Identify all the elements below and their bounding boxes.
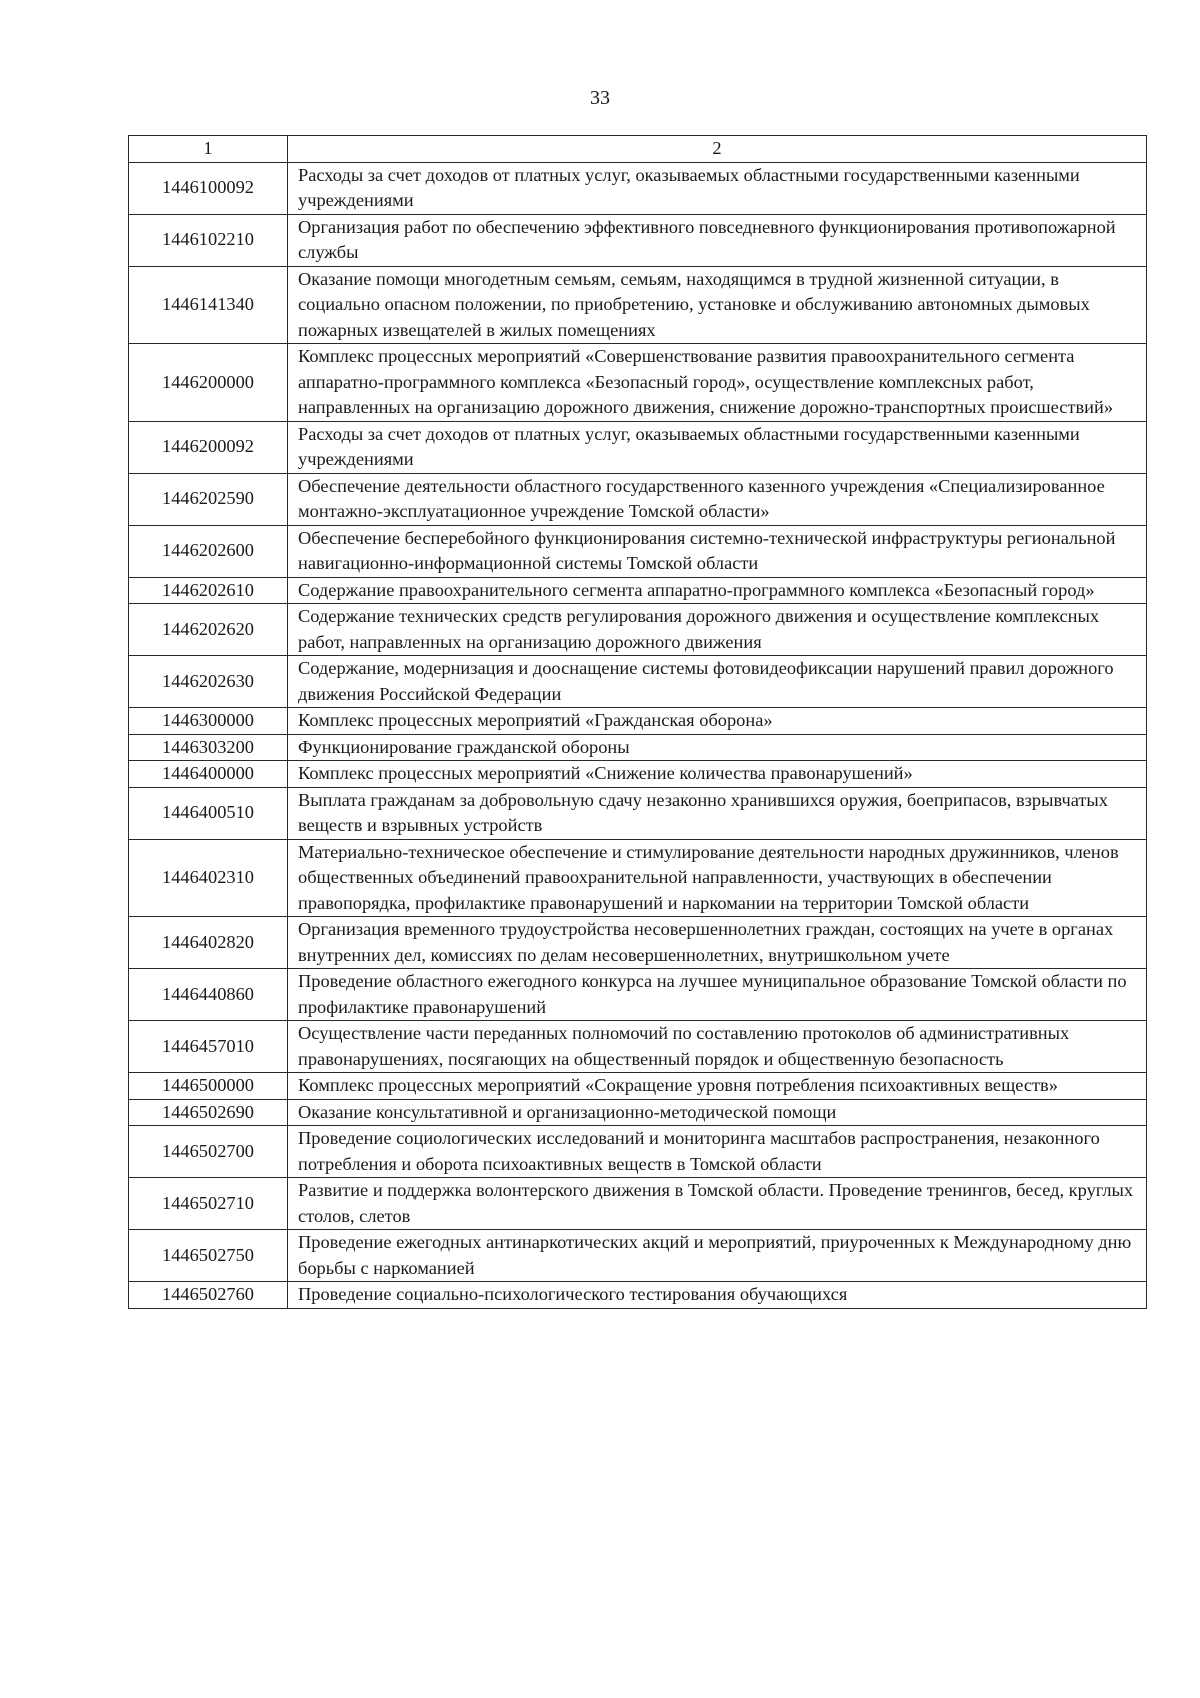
table-row	[129, 656, 1147, 708]
description-cell: Комплекс процессных мероприятий «Сокращение уровня потребления психоактивных веществ»	[288, 1073, 1147, 1100]
description-cell: Расходы за счет доходов от платных услуг, оказываемых областными государственными казенными учреждениями	[288, 162, 1147, 214]
code-cell: 1446500000	[129, 1073, 288, 1100]
code-cell: 1446200092	[129, 421, 288, 473]
description-cell: Содержание, модернизация и дооснащение системы фотовидеофиксации нарушений правил дорожного движения Российской Федерации	[288, 656, 1147, 708]
description-cell: Осуществление части переданных полномочий по составлению протоколов об административных правонарушениях, посягающих на общественный порядок и общественную безопасность	[288, 1021, 1147, 1073]
description-cell: Обеспечение бесперебойного функционирования системно-технической инфраструктуры региональной навигационно-информационной системы Томской области	[288, 525, 1147, 577]
code-cell: 1446102210	[129, 214, 288, 266]
description-cell: Развитие и поддержка волонтерского движения в Томской области. Проведение тренингов, бесед, круглых столов, слетов	[288, 1178, 1147, 1230]
code-cell: 1446141340	[129, 266, 288, 344]
table-row	[129, 1230, 1147, 1282]
table-row	[129, 1073, 1147, 1100]
table-row	[129, 1282, 1147, 1309]
table-body	[129, 136, 1147, 1309]
description-cell: Содержание технических средств регулирования дорожного движения и осуществление комплексных работ, направленных на организацию дорожного движения	[288, 604, 1147, 656]
table-row	[129, 917, 1147, 969]
budget-codes-table	[128, 135, 1147, 1309]
description-cell: Материально-техническое обеспечение и стимулирование деятельности народных дружинников, членов общественных объединений правоохранительной направленности, участвующих в обеспечении правопорядка, профилактике правонарушений и наркомании на территории Томской области	[288, 839, 1147, 917]
code-cell: 1446502760	[129, 1282, 288, 1309]
table-row	[129, 1178, 1147, 1230]
table-row	[129, 1099, 1147, 1126]
table-row	[129, 162, 1147, 214]
code-cell: 1446457010	[129, 1021, 288, 1073]
table-row	[129, 577, 1147, 604]
description-cell: Выплата гражданам за добровольную сдачу незаконно хранившихся оружия, боеприпасов, взрывчатых веществ и взрывных устройств	[288, 787, 1147, 839]
table-row	[129, 1126, 1147, 1178]
code-cell: 1446100092	[129, 162, 288, 214]
description-cell: Проведение социально-психологического тестирования обучающихся	[288, 1282, 1147, 1309]
table-row	[129, 473, 1147, 525]
code-cell: 1446303200	[129, 734, 288, 761]
description-cell: Расходы за счет доходов от платных услуг, оказываемых областными государственными казенными учреждениями	[288, 421, 1147, 473]
header-cell-description: 2	[288, 136, 1147, 163]
description-cell: Функционирование гражданской обороны	[288, 734, 1147, 761]
code-cell: 1446402310	[129, 839, 288, 917]
description-cell: Оказание помощи многодетным семьям, семьям, находящимся в трудной жизненной ситуации, в социально опасном положении, по приобретению, установке и обслуживанию автономных дымовых пожарных извещателей в жилых помещениях	[288, 266, 1147, 344]
code-cell: 1446502690	[129, 1099, 288, 1126]
code-cell: 1446502750	[129, 1230, 288, 1282]
description-cell: Проведение ежегодных антинаркотических акций и мероприятий, приуроченных к Международному дню борьбы с наркоманией	[288, 1230, 1147, 1282]
code-cell: 1446400510	[129, 787, 288, 839]
table-row	[129, 1021, 1147, 1073]
code-cell: 1446200000	[129, 344, 288, 422]
code-cell: 1446202630	[129, 656, 288, 708]
table-row	[129, 734, 1147, 761]
code-cell: 1446502710	[129, 1178, 288, 1230]
code-cell: 1446202620	[129, 604, 288, 656]
table-row	[129, 421, 1147, 473]
code-cell: 1446202600	[129, 525, 288, 577]
table-row	[129, 344, 1147, 422]
table-row	[129, 761, 1147, 788]
header-cell-code: 1	[129, 136, 288, 163]
description-cell: Комплекс процессных мероприятий «Снижение количества правонарушений»	[288, 761, 1147, 788]
description-cell: Обеспечение деятельности областного государственного казенного учреждения «Специализированное монтажно-эксплуатационное учреждение Томской области»	[288, 473, 1147, 525]
table-header-row	[129, 136, 1147, 163]
table-row	[129, 787, 1147, 839]
table-row	[129, 708, 1147, 735]
code-cell: 1446202590	[129, 473, 288, 525]
description-cell: Проведение областного ежегодного конкурса на лучшее муниципальное образование Томской области по профилактике правонарушений	[288, 969, 1147, 1021]
code-cell: 1446400000	[129, 761, 288, 788]
table-row	[129, 604, 1147, 656]
table-row	[129, 525, 1147, 577]
code-cell: 1446502700	[129, 1126, 288, 1178]
description-cell: Содержание правоохранительного сегмента аппаратно-программного комплекса «Безопасный город»	[288, 577, 1147, 604]
table-row	[129, 969, 1147, 1021]
description-cell: Проведение социологических исследований и мониторинга масштабов распространения, незаконного потребления и оборота психоактивных веществ в Томской области	[288, 1126, 1147, 1178]
code-cell: 1446202610	[129, 577, 288, 604]
table-row	[129, 266, 1147, 344]
table-row	[129, 214, 1147, 266]
description-cell: Комплекс процессных мероприятий «Гражданская оборона»	[288, 708, 1147, 735]
description-cell: Организация временного трудоустройства несовершеннолетних граждан, состоящих на учете в органах внутренних дел, комиссиях по делам несовершеннолетних, внутришкольном учете	[288, 917, 1147, 969]
code-cell: 1446402820	[129, 917, 288, 969]
code-cell: 1446440860	[129, 969, 288, 1021]
description-cell: Организация работ по обеспечению эффективного повседневного функционирования противопожарной службы	[288, 214, 1147, 266]
page-number: 33	[590, 87, 610, 109]
table-row	[129, 839, 1147, 917]
description-cell: Комплекс процессных мероприятий «Совершенствование развития правоохранительного сегмента аппаратно-программного комплекса «Безопасный город», осуществление комплексных работ, направленных на организацию дорожного движения, снижение дорожно-транспортных происшествий»	[288, 344, 1147, 422]
code-cell: 1446300000	[129, 708, 288, 735]
description-cell: Оказание консультативной и организационно-методической помощи	[288, 1099, 1147, 1126]
